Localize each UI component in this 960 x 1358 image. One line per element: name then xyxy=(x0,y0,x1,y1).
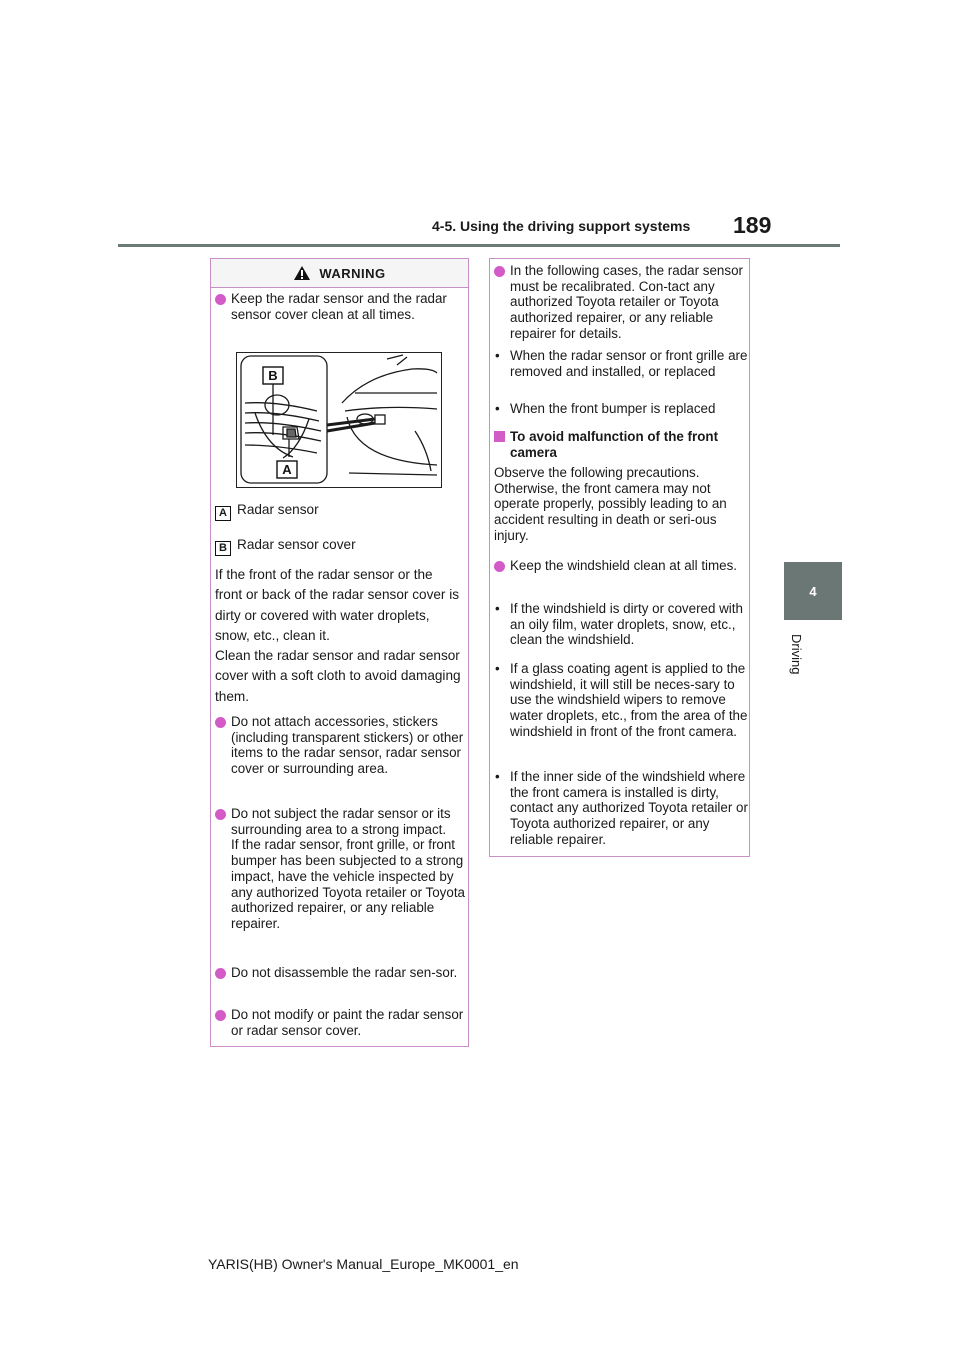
right-bullet-recalibrate: In the following cases, the radar sensor must be recalibrated. Con-tact any authorized Toyota retailer or Toyota authorized repairer, or any reliable repairer for details. xyxy=(492,263,756,342)
warning-triangle-icon xyxy=(293,265,311,281)
page-number: 189 xyxy=(733,212,772,238)
section-title: 4-5. Using the driving support systems xyxy=(432,218,691,234)
warning-bullet-impact-line1: Do not subject the radar sensor or its surrounding area to a strong impact. xyxy=(231,806,451,837)
radar-sensor-figure xyxy=(236,352,442,488)
figure-label-b: B xyxy=(268,368,278,383)
chapter-label xyxy=(786,634,812,694)
right-dash-inner-side: • If the inner side of the windshield where the front camera is installed is dirty, contact any authorized Toyota retailer or Toyota authorized repairer, or any reliable repairer. xyxy=(490,769,756,848)
right-heading-camera: To avoid malfunction of the front camera xyxy=(492,429,756,460)
right-dash-removed: • When the radar sensor or front grille are removed and installed, or replaced xyxy=(490,348,756,379)
warning-bullet-modify: Do not modify or paint the radar sensor or radar sensor cover. xyxy=(213,1007,476,1038)
chapter-label-text: Driving xyxy=(789,634,804,675)
warning-header xyxy=(211,259,468,288)
legend-text-b: Radar sensor cover xyxy=(237,537,356,552)
warning-para-dirty: If the front of the radar sensor or the front or back of the radar sensor cover is dirty or covered with water droplets, snow, etc., clean it. xyxy=(215,567,460,643)
footer-text: YARIS(HB) Owner's Manual_Europe_MK0001_en xyxy=(208,1256,519,1272)
warning-title: WARNING xyxy=(319,265,386,281)
warning-bullet-impact xyxy=(213,806,476,932)
legend-item-a xyxy=(215,502,460,521)
legend-text-a: Radar sensor xyxy=(237,502,319,517)
legend-label-a-icon: A xyxy=(215,506,231,521)
warning-bullet-impact-line2: If the radar sensor, front grille, or front bumper has been subjected to a strong impact, have the vehicle inspected by any authorized Toyota retailer or Toyota authorized repairer, or any reliable repairer. xyxy=(231,837,465,931)
warning-bullet-clean: Keep the radar sensor and the radar sensor cover clean at all times. xyxy=(213,291,476,322)
chapter-number: 4 xyxy=(809,583,817,599)
warning-para-clean-cloth: Clean the radar sensor and radar sensor cover with a soft cloth to avoid damaging them. xyxy=(215,648,461,704)
figure-label-a: A xyxy=(282,462,292,477)
legend-label-b-icon: B xyxy=(215,541,231,556)
right-dash-bumper: • When the front bumper is replaced xyxy=(490,401,756,417)
right-bullet-windshield: Keep the windshield clean at all times. xyxy=(492,558,756,574)
right-para-precautions: Observe the following precautions. Otherwise, the front camera may not operate properly, possibly leading to an accident resulting in death or seri-ous injury. xyxy=(494,465,727,543)
right-dash-dirty: • If the windshield is dirty or covered with an oily film, water droplets, snow, etc., clean the windshield. xyxy=(490,601,756,648)
header-divider xyxy=(118,244,840,247)
warning-bullet-disassemble: Do not disassemble the radar sen-sor. xyxy=(213,965,476,981)
radar-sensor-diagram xyxy=(237,353,441,487)
right-dash-coating: • If a glass coating agent is applied to the windshield, it will still be neces-sary to use the windshield wipers to remove water droplets, etc., from the area of the windshield in front of the front camera. xyxy=(490,661,756,740)
legend-item-b xyxy=(215,537,460,556)
chapter-tab xyxy=(784,562,842,620)
warning-bullet-accessories: Do not attach accessories, stickers (including transparent stickers) or other items to the radar sensor, radar sensor cover or surrounding area. xyxy=(213,714,476,777)
